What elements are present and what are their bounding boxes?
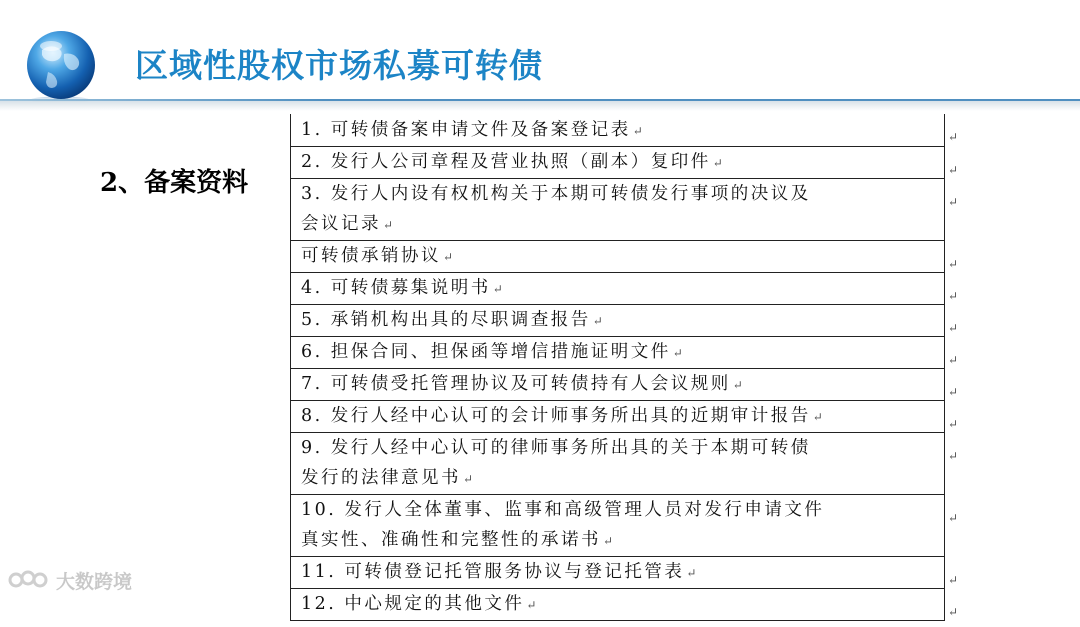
cell-end-mark: ↵ bbox=[947, 605, 958, 619]
cell-end-mark: ↵ bbox=[947, 289, 958, 303]
paragraph-mark: ↵ bbox=[632, 124, 643, 138]
row-text: 5. 承销机构出具的尽职调查报告 bbox=[301, 310, 591, 330]
cell-end-mark: ↵ bbox=[947, 511, 958, 525]
watermark-logo-icon bbox=[8, 569, 52, 591]
globe-icon bbox=[20, 28, 102, 104]
row-text: 发行的法律意见书 bbox=[301, 468, 461, 488]
paragraph-mark: ↵ bbox=[526, 598, 537, 612]
row-text: 7. 可转债受托管理协议及可转债持有人会议规则 bbox=[301, 374, 731, 394]
table-row bbox=[291, 589, 958, 621]
header-divider-shadow bbox=[0, 101, 1080, 111]
table-row bbox=[291, 369, 958, 401]
paragraph-mark: ↵ bbox=[592, 314, 603, 328]
row-text-line bbox=[301, 209, 936, 240]
row-text-line bbox=[301, 305, 936, 336]
row-text-line bbox=[301, 369, 936, 400]
paragraph-mark: ↵ bbox=[492, 282, 503, 296]
watermark-text: 大数跨境 bbox=[56, 570, 133, 593]
filing-documents-table bbox=[290, 114, 958, 621]
row-text: 11. 可转债登记托管服务协议与登记托管表 bbox=[301, 562, 685, 582]
row-text-line bbox=[301, 495, 936, 525]
row-text-line bbox=[301, 241, 936, 272]
row-text-line bbox=[301, 273, 936, 304]
paragraph-mark: ↵ bbox=[443, 250, 454, 264]
table-row bbox=[291, 433, 958, 495]
paragraph-mark: ↵ bbox=[463, 472, 474, 486]
row-text-line bbox=[301, 525, 936, 556]
cell-end-mark: ↵ bbox=[947, 195, 958, 209]
table-row bbox=[291, 305, 958, 337]
row-text-line bbox=[301, 433, 936, 463]
row-text: 2. 发行人公司章程及营业执照（副本）复印件 bbox=[301, 152, 711, 172]
row-text-line bbox=[301, 589, 936, 620]
table-row bbox=[291, 557, 958, 589]
paragraph-mark: ↵ bbox=[672, 346, 683, 360]
cell-end-mark: ↵ bbox=[947, 163, 958, 177]
table-row bbox=[291, 337, 958, 369]
row-text: 真实性、准确性和完整性的承诺书 bbox=[301, 530, 601, 550]
table-row bbox=[291, 495, 958, 557]
cell-end-mark: ↵ bbox=[947, 573, 958, 587]
paragraph-mark: ↵ bbox=[686, 566, 697, 580]
table-row bbox=[291, 147, 958, 179]
row-text-line bbox=[301, 179, 936, 209]
row-text: 1. 可转债备案申请文件及备案登记表 bbox=[301, 120, 631, 140]
row-text-line bbox=[301, 401, 936, 432]
row-text: 3. 发行人内设有权机构关于本期可转债发行事项的决议及 bbox=[301, 184, 811, 204]
row-text: 4. 可转债募集说明书 bbox=[301, 278, 491, 298]
cell-end-mark: ↵ bbox=[947, 449, 958, 463]
page-title: 区域性股权市场私募可转债 bbox=[135, 46, 543, 85]
cell-end-mark: ↵ bbox=[947, 385, 958, 399]
paragraph-mark: ↵ bbox=[812, 410, 823, 424]
section-label: 2、备案资料 bbox=[100, 168, 249, 198]
row-text-line bbox=[301, 115, 936, 146]
row-text: 可转债承销协议 bbox=[301, 246, 441, 266]
row-text: 8. 发行人经中心认可的会计师事务所出具的近期审计报告 bbox=[301, 406, 811, 426]
row-text-line bbox=[301, 337, 936, 368]
cell-end-mark: ↵ bbox=[947, 321, 958, 335]
cell-end-mark: ↵ bbox=[947, 353, 958, 367]
cell-end-mark: ↵ bbox=[947, 417, 958, 431]
table-row bbox=[291, 114, 958, 147]
cell-end-mark: ↵ bbox=[947, 257, 958, 271]
row-text: 12. 中心规定的其他文件 bbox=[301, 594, 525, 614]
row-text: 6. 担保合同、担保函等增信措施证明文件 bbox=[301, 342, 671, 362]
paragraph-mark: ↵ bbox=[603, 534, 614, 548]
paragraph-mark: ↵ bbox=[383, 218, 394, 232]
watermark bbox=[8, 567, 132, 593]
table-row bbox=[291, 241, 958, 273]
row-text-line bbox=[301, 147, 936, 178]
table-row bbox=[291, 179, 958, 241]
table-row bbox=[291, 273, 958, 305]
table-row bbox=[291, 401, 958, 433]
row-text-line bbox=[301, 557, 936, 588]
row-text: 9. 发行人经中心认可的律师事务所出具的关于本期可转债 bbox=[301, 438, 811, 458]
row-text: 10. 发行人全体董事、监事和高级管理人员对发行申请文件 bbox=[301, 500, 825, 520]
paragraph-mark: ↵ bbox=[712, 156, 723, 170]
row-text-line bbox=[301, 463, 936, 494]
row-text: 会议记录 bbox=[301, 214, 381, 234]
cell-end-mark: ↵ bbox=[947, 130, 958, 144]
paragraph-mark: ↵ bbox=[732, 378, 743, 392]
